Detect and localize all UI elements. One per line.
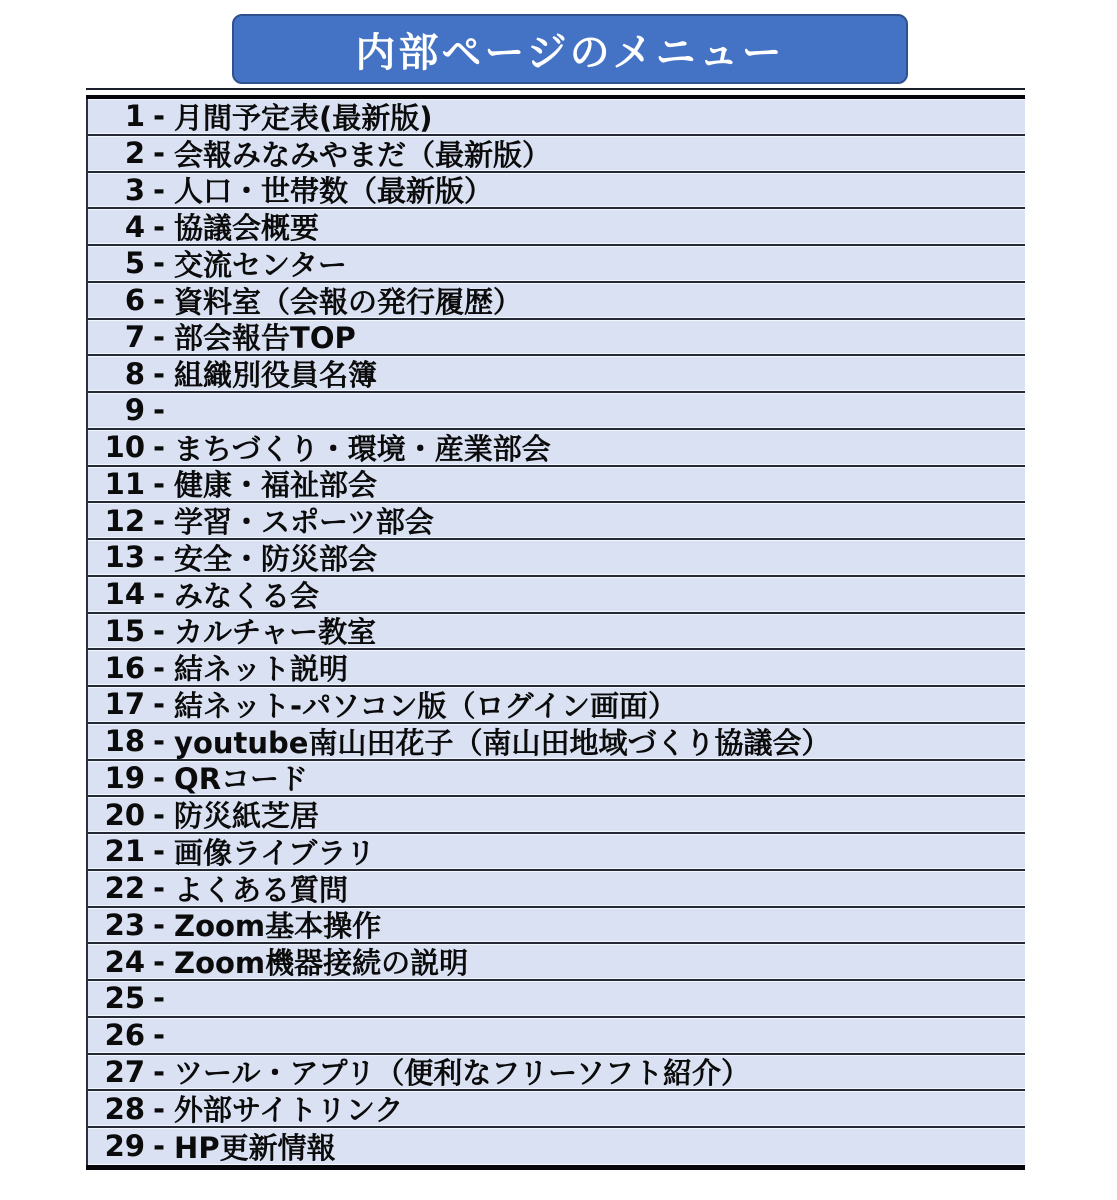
menu-row-label: Zoom機器接続の説明: [174, 946, 469, 981]
menu-row-label: youtube南山田花子（南山田地域づくり協議会）: [174, 725, 831, 760]
menu-row-label: 健康・福祉部会: [174, 468, 378, 503]
menu-row[interactable]: [88, 871, 1025, 908]
menu-row-number: 1: [124, 99, 145, 134]
menu-row-label: 外部サイトリンク: [174, 1093, 404, 1128]
menu-row-number: 2: [124, 136, 145, 171]
menu-row-number: 24: [104, 944, 145, 979]
menu-row-number: 22: [104, 871, 145, 906]
menu-row[interactable]: [88, 209, 1025, 246]
menu-row-separator: -: [153, 283, 166, 318]
menu-row-label: 安全・防災部会: [174, 541, 378, 576]
menu-row-separator: -: [153, 687, 166, 722]
menu-row-number: 16: [104, 650, 145, 685]
menu-row-number: 18: [104, 724, 145, 759]
menu-row-separator: -: [153, 356, 166, 391]
menu-row-label: 人口・世帯数（最新版）: [174, 174, 494, 209]
menu-row-number: 27: [104, 1054, 145, 1089]
menu-row-number: 23: [104, 907, 145, 942]
menu-row-label: 会報みなみやまだ（最新版）: [174, 137, 552, 172]
menu-row-separator: -: [153, 503, 166, 538]
menu-row[interactable]: [88, 614, 1025, 651]
menu-row-label: 月間予定表(最新版): [174, 100, 433, 135]
menu-row[interactable]: [88, 650, 1025, 687]
menu-row-number: 25: [104, 981, 145, 1016]
menu-row-label: 組織別役員名簿: [174, 358, 378, 393]
menu-row-separator: -: [153, 466, 166, 501]
menu-row-separator: -: [153, 1054, 166, 1089]
menu-row-number: 9: [124, 393, 145, 428]
menu-row-separator: -: [153, 172, 166, 207]
menu-row-separator: -: [153, 1018, 166, 1053]
menu-row-label: 結ネット-パソコン版（ログイン画面）: [174, 688, 678, 723]
menu-row-label: 協議会概要: [174, 211, 320, 246]
menu-row-number: 28: [104, 1091, 145, 1126]
menu-row-label: みなくる会: [174, 578, 320, 613]
menu-row-label: 学習・スポーツ部会: [174, 505, 434, 540]
menu-row-separator: -: [153, 430, 166, 465]
menu-rows-container: [86, 99, 1025, 1165]
menu-row-separator: -: [153, 834, 166, 869]
menu-row-separator: -: [153, 871, 166, 906]
menu-row-label: 結ネット説明: [174, 652, 349, 687]
menu-row[interactable]: [88, 1055, 1025, 1092]
menu-row-label: QRコード: [174, 762, 309, 797]
menu-row-label: 部会報告TOP: [174, 321, 356, 356]
menu-row[interactable]: [88, 503, 1025, 540]
menu-row-number: 7: [124, 319, 145, 354]
menu-row-label: ツール・アプリ（便利なフリーソフト紹介）: [174, 1056, 750, 1091]
menu-row-separator: -: [153, 797, 166, 832]
menu-row-separator: -: [153, 136, 166, 171]
menu-row[interactable]: [88, 99, 1025, 136]
menu-row[interactable]: [88, 724, 1025, 761]
menu-row-label: まちづくり・環境・産業部会: [174, 431, 551, 466]
menu-row[interactable]: [88, 981, 1025, 1018]
menu-row-number: 17: [104, 687, 145, 722]
menu-row-number: 6: [124, 283, 145, 318]
menu-row-label: カルチャー教室: [174, 615, 377, 650]
menu-row-separator: -: [153, 1091, 166, 1126]
menu-row-label: 画像ライブラリ: [174, 835, 376, 870]
menu-row-number: 26: [104, 1018, 145, 1053]
menu-row-separator: -: [153, 907, 166, 942]
menu-row-number: 13: [104, 540, 145, 575]
menu-row-separator: -: [153, 319, 166, 354]
menu-row[interactable]: [88, 687, 1025, 724]
menu-row-separator: -: [153, 944, 166, 979]
menu-row-separator: -: [153, 393, 166, 428]
menu-row[interactable]: [88, 283, 1025, 320]
menu-row[interactable]: [88, 834, 1025, 871]
page-title: 内部ページのメニュー: [355, 29, 785, 76]
menu-row-separator: -: [153, 577, 166, 612]
menu-row-label: よくある質問: [174, 872, 349, 907]
menu-row-separator: -: [153, 724, 166, 759]
menu-row-separator: -: [153, 99, 166, 134]
menu-row-separator: -: [153, 650, 166, 685]
menu-row-number: 12: [104, 503, 145, 538]
menu-row-label: 防災紙芝居: [174, 799, 320, 834]
menu-row-separator: -: [153, 981, 166, 1016]
menu-row[interactable]: [88, 577, 1025, 614]
menu-row[interactable]: [88, 761, 1025, 798]
menu-row[interactable]: [88, 136, 1025, 173]
menu-row-number: 15: [104, 613, 145, 648]
menu-row-number: 11: [104, 466, 145, 501]
menu-row-label: Zoom基本操作: [174, 909, 382, 944]
menu-row[interactable]: [88, 944, 1025, 981]
menu-row[interactable]: [88, 908, 1025, 945]
menu-row-number: 10: [104, 430, 145, 465]
menu-row-separator: -: [153, 540, 166, 575]
menu-row[interactable]: [88, 467, 1025, 504]
menu-row-number: 8: [124, 356, 145, 391]
menu-row[interactable]: [88, 1018, 1025, 1055]
menu-row-number: 4: [124, 209, 145, 244]
menu-row[interactable]: [88, 797, 1025, 834]
menu-row-separator: -: [153, 760, 166, 795]
menu-row-separator: -: [153, 1129, 166, 1164]
menu-row[interactable]: [88, 320, 1025, 357]
menu-row[interactable]: [88, 246, 1025, 283]
menu-row-label: 交流センター: [174, 247, 347, 282]
menu-row-label: HP更新情報: [174, 1130, 336, 1165]
menu-row-label: 資料室（会報の発行履歴）: [174, 284, 523, 319]
menu-row-separator: -: [153, 246, 166, 281]
menu-row-number: 3: [124, 172, 145, 207]
menu-row-number: 29: [104, 1129, 145, 1164]
menu-row[interactable]: [88, 430, 1025, 467]
menu-row-separator: -: [153, 209, 166, 244]
menu-row-number: 14: [104, 577, 145, 612]
menu-row[interactable]: [88, 1128, 1025, 1165]
menu-row-number: 5: [124, 246, 145, 281]
menu-row[interactable]: [88, 540, 1025, 577]
menu-table: [86, 88, 1025, 1170]
page-title-banner: [232, 14, 908, 84]
menu-row-separator: -: [153, 613, 166, 648]
menu-row-number: 19: [104, 760, 145, 795]
menu-row[interactable]: [88, 1091, 1025, 1128]
menu-row[interactable]: [88, 173, 1025, 210]
menu-row-number: 20: [104, 797, 145, 832]
menu-row[interactable]: [88, 356, 1025, 393]
menu-row-number: 21: [104, 834, 145, 869]
menu-row[interactable]: [88, 393, 1025, 430]
